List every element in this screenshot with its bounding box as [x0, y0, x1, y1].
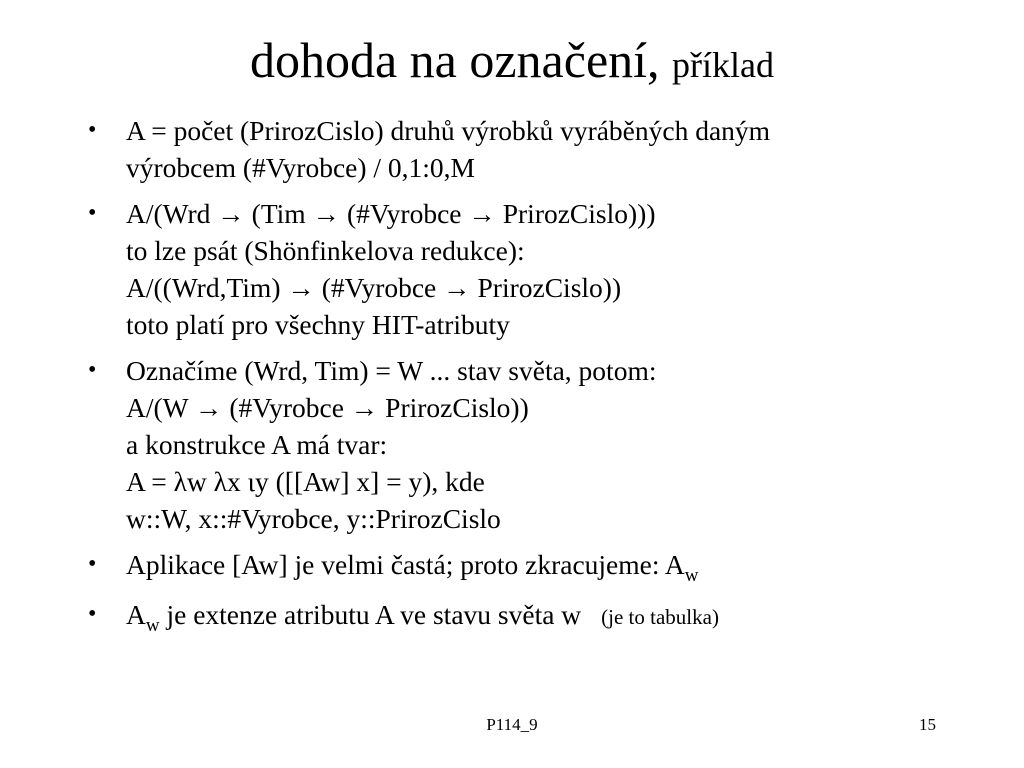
page-number: 15: [919, 715, 936, 734]
bullet-line: Označíme (Wrd, Tim) = W ... stav světa, potom:: [126, 355, 657, 386]
bullet-point-icon: •: [88, 551, 97, 577]
bullet-line: A/(Wrd → (Tim → (#Vyrobce → PrirozCislo))): [126, 198, 656, 229]
bullet-point-icon: •: [88, 601, 97, 627]
footer-label: P114_9: [486, 715, 538, 734]
bullet-prefix: A: [126, 599, 146, 630]
bullet-line: [126, 596, 988, 637]
subscript-w: w: [684, 565, 699, 586]
subscript-w: w: [145, 615, 160, 636]
bullet-item-type: [88, 195, 988, 343]
bullet-point-icon: •: [88, 200, 97, 226]
bullet-line: to lze psát (Shönfinkelova redukce):: [126, 235, 525, 266]
bullet-line: A = počet (PrirozCislo) druhů výrobků vyráběných daným: [126, 115, 771, 146]
bullet-line: [126, 546, 988, 587]
bullet-item-construction: [88, 352, 988, 537]
bullet-note: (je to tabulka): [601, 605, 719, 629]
bullet-line: výrobcem (#Vyrobce) / 0,1:0,M: [126, 152, 476, 183]
bullet-item-definition: [88, 112, 988, 186]
slide-title: [0, 28, 1024, 97]
bullet-line: A/(W → (#Vyrobce → PrirozCislo)): [126, 392, 529, 423]
bullet-item-extension: [88, 596, 988, 637]
slide-title-subtitle: příklad: [672, 45, 775, 85]
bullet-point-icon: •: [88, 357, 97, 383]
bullet-line: A = λw λx ιy ([[Aw] x] = y), kde: [126, 466, 485, 497]
bullet-item-application: [88, 546, 988, 587]
bullet-line: toto platí pro všechny HIT-atributy: [126, 309, 510, 340]
bullet-text: je extenze atributu A ve stavu světa w: [159, 599, 582, 630]
bullet-line: w::W, x::#Vyrobce, y::PrirozCislo: [126, 503, 501, 534]
bullet-line: A/((Wrd,Tim) → (#Vyrobce → PrirozCislo)): [126, 272, 622, 303]
bullet-text: Aplikace [Aw] je velmi častá; proto zkracujeme: A: [126, 549, 685, 580]
bullet-line: a konstrukce A má tvar:: [126, 429, 388, 460]
bullet-point-icon: •: [88, 117, 97, 143]
bullet-list: [88, 112, 988, 646]
slide-title-main: dohoda na označení,: [249, 32, 660, 88]
